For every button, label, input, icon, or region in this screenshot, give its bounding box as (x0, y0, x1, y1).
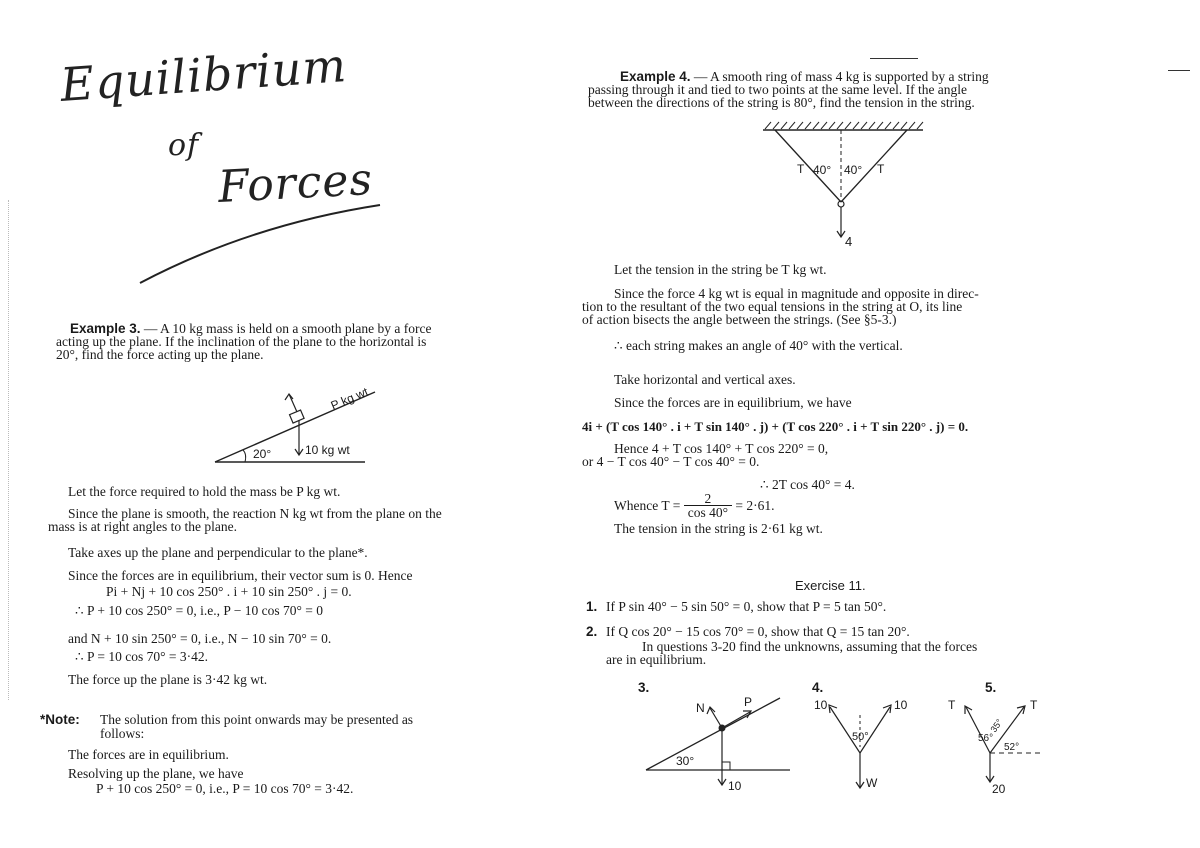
angle-right-label: 40° (844, 163, 863, 177)
fig5-diagram (940, 695, 1070, 795)
fraction-numerator: 2 (684, 492, 732, 506)
exercise-intro-2: are in equilibrium. (606, 652, 707, 667)
example3-axes: Take axes up the plane and perpendicular to the plane*. (68, 545, 368, 560)
example3-result: The force up the plane is 3·42 kg wt. (68, 672, 268, 687)
note-label: *Note: (40, 712, 80, 727)
example4-result: The tension in the string is 2·61 kg wt. (614, 521, 823, 536)
exercise-q2: If Q cos 20° − 15 cos 70° = 0, show that Q = 15 tan 20°. (606, 624, 910, 639)
example3-smooth-2: mass is at right angles to the plane. (48, 519, 237, 534)
exercise-q2-num: 2. (586, 624, 598, 639)
handwritten-line-2: of (168, 128, 200, 163)
angle-label: 20° (253, 447, 272, 461)
exercise-intro-1: In questions 3-20 find the unknowns, assuming that the forces (642, 639, 978, 654)
example3-intro-1: — A 10 kg mass is held on a smooth plane by a force (143, 321, 432, 336)
example4-intro-1: — A smooth ring of mass 4 kg is supported by a string (693, 69, 989, 84)
handwritten-line-1: Equilibrium (58, 38, 349, 112)
example3-smooth-1: Since the plane is smooth, the reaction N kg wt from the plane on the (68, 506, 442, 521)
exercise-title: Exercise 11. (795, 578, 866, 593)
example3-heading: Example 3. (70, 321, 141, 336)
example3-smooth (48, 506, 442, 534)
example3-eq2: ∴ P + 10 cos 250° = 0, i.e., P − 10 cos 70° = 0 (75, 603, 323, 618)
example4-fraction (684, 492, 732, 519)
fig5-angle-right: 35° (988, 717, 1005, 735)
example3-eq4: ∴ P = 10 cos 70° = 3·42. (75, 649, 208, 664)
fig5-angle-bottom: 52° (1004, 742, 1020, 753)
t-left-label: T (797, 162, 805, 176)
scan-mark-right (1168, 70, 1190, 71)
fig3-weight: 10 (728, 779, 742, 793)
example4-each: ∴ each string makes an angle of 40° with the vertical. (614, 338, 903, 353)
fig5-left: T (948, 698, 956, 712)
example4-since-3: of action bisects the angle between the strings. (See §5-3.) (582, 312, 897, 327)
example4-intro (588, 70, 1108, 109)
fig4-number: 4. (812, 680, 824, 695)
example4-whence: Whence T = (614, 498, 681, 513)
example4-eq1: 4i + (T cos 140° . i + T sin 140° . j) + (T cos 220° . i + T sin 220° . j) = 0. (582, 419, 969, 434)
example4-whence-result: = 2·61. (735, 498, 775, 513)
example4-since-1: Since the force 4 kg wt is equal in magnitude and opposite in direc- (614, 286, 979, 301)
fig3-p: P (744, 695, 753, 709)
fig5-right: T (1030, 698, 1038, 712)
exercise-intro (606, 640, 977, 666)
example4-axes: Take horizontal and vertical axes. (614, 372, 796, 387)
scan-mark-top (870, 58, 918, 59)
force-label: P kg wt (328, 384, 371, 413)
fig5-angle-left: 56° (978, 733, 994, 744)
fig3-number: 3. (638, 680, 650, 695)
note-line-1: The solution from this point onwards may be presented as (100, 712, 414, 727)
note-line-3: The forces are in equilibrium. (68, 747, 229, 762)
handwritten-line-3: Forces (216, 153, 375, 214)
scan-mark-margin (8, 200, 10, 700)
fig4-angle: 50° (852, 731, 869, 743)
example3-figure (205, 372, 575, 472)
example4-intro-3: between the directions of the string is 80°, find the tension in the string. (588, 95, 975, 110)
example4-let: Let the tension in the string be T kg wt. (614, 262, 827, 277)
fig3-diagram (640, 690, 800, 800)
example4-intro-2: passing through it and tied to two points at the same level. If the angle (588, 82, 968, 97)
example4-eq3: or 4 − T cos 40° − T cos 40° = 0. (582, 454, 760, 469)
fig3-n: N (696, 701, 705, 715)
fig3-angle: 30° (676, 754, 695, 768)
example4-eq2: Hence 4 + T cos 140° + T cos 220° = 0, (614, 441, 829, 456)
example3-eq3: and N + 10 sin 250° = 0, i.e., N − 10 sin 70° = 0. (68, 631, 332, 646)
weight-4-label: 4 (845, 234, 853, 249)
normal-arrow (289, 394, 297, 412)
note-line-4: Resolving up the plane, we have (68, 766, 244, 781)
example4-since-eq: Since the forces are in equilibrium, we have (614, 395, 852, 410)
example3-intro (56, 321, 558, 362)
example3-let: Let the force required to hold the mass be P kg wt. (68, 484, 341, 499)
example4-heading: Example 4. (620, 69, 691, 84)
fig4-right: 10 (894, 698, 908, 712)
note-line-5: P + 10 cos 250° = 0, i.e., P = 10 cos 70° = 3·42. (96, 781, 354, 796)
fraction-denominator: cos 40° (687, 505, 728, 520)
example3-intro-2: acting up the plane. If the inclination of the plane to the horizontal is (56, 334, 427, 349)
example4-whence-row (614, 492, 774, 519)
angle-left-label: 40° (813, 163, 832, 177)
example4-eq4: ∴ 2T cos 40° = 4. (760, 477, 855, 492)
exercise-q1: If P sin 40° − 5 sin 50° = 0, show that P = 5 tan 50°. (606, 599, 887, 614)
fig4-diagram (810, 695, 920, 795)
weight-label: 10 kg wt (305, 443, 350, 457)
fig4-weight: W (866, 776, 878, 790)
fig5-weight: 20 (992, 782, 1006, 795)
t-right-label: T (877, 162, 885, 176)
example4-figure (755, 118, 935, 250)
example3-intro-3: 20°, find the force acting up the plane. (56, 347, 264, 362)
fig4-left: 10 (814, 698, 828, 712)
handwritten-stroke (130, 195, 390, 290)
example3-eq1: Pi + Nj + 10 cos 250° . i + 10 sin 250° . j = 0. (106, 584, 352, 599)
example4-since-2: tion to the resultant of the two equal tensions in the string at O, its line (582, 299, 963, 314)
note-line-2: follows: (100, 726, 145, 741)
exercise-q1-num: 1. (586, 599, 598, 614)
example3-sum: Since the forces are in equilibrium, their vector sum is 0. Hence (68, 568, 413, 583)
fig5-number: 5. (985, 680, 997, 695)
example4-since (582, 287, 979, 326)
ceiling-hatch (765, 122, 923, 129)
